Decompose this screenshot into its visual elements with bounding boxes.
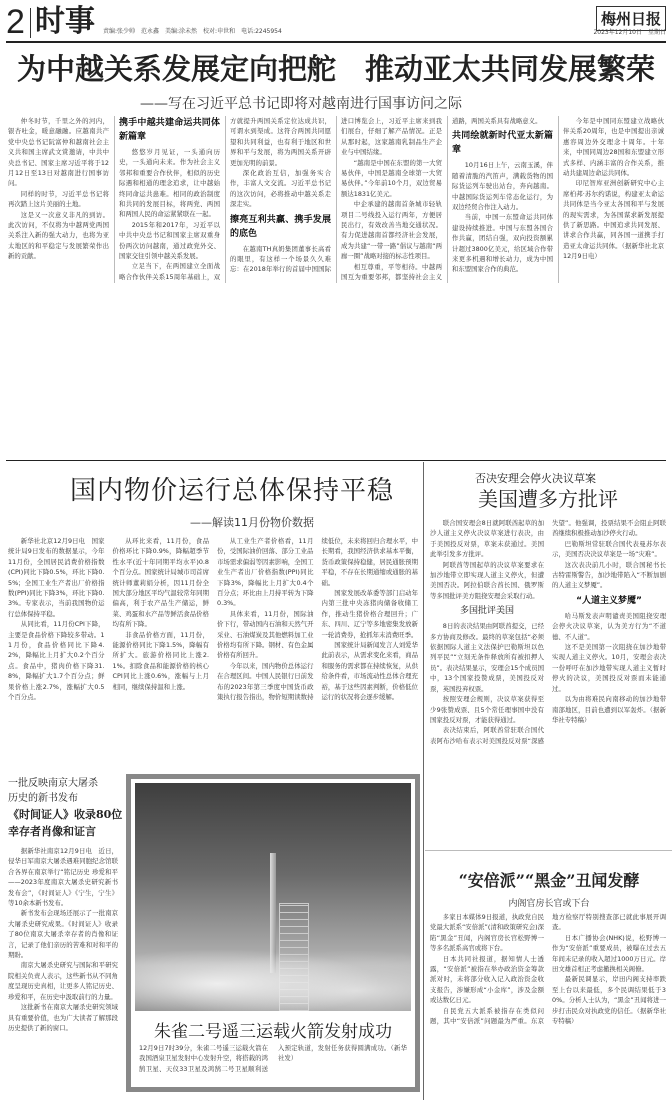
subheading: 擦亮互利共赢、携手发展的底色	[230, 214, 331, 239]
abe-subtitle: 内阁官房长官或下台	[508, 899, 590, 909]
paragraph: 从环比来看，11月份，食品价格环比下降0.9%，降幅超季节性水平(近十年同期平均水平)0.8个百分点。国家统计局城市司首席统计师董莉娟分析，因11月份全国大部分地区平均气温较常年同期偏高，利于农产品生产储运，鲜菜、鸡蛋和水产品等鲜活食品价格均有所下降。	[112, 537, 209, 629]
prices-headline: 国内物价运行总体保持平稳	[70, 476, 395, 506]
prices-body	[8, 536, 418, 703]
section-rule	[425, 850, 672, 851]
abe-headline: “安倍派”“黑金”丑闻发酵	[458, 871, 640, 890]
headline-line: 幸存者肖像和证言	[8, 825, 96, 838]
paragraph: 多家日本媒体9日报道，执政党自民党最大派系“安倍派”(清和政策研究会)深陷“黑金”丑闻，内阁官房长官松野博一等多名派系高官或将下台。	[430, 913, 544, 953]
paragraph: 同样的时节，习近平总书记将再次踏上这片美丽的土地。	[8, 189, 109, 209]
paragraph: 这次表决前几小时，联合国秘书长古特雷斯警告，加沙地带陷入“不断加剧的人道主义梦魇”。	[552, 560, 666, 590]
paragraph: 从工业生产者价格看，11月份，受国际油价回落、部分工业品市场需求偏弱等因素影响，全国工业生产者出厂价格指数(PPI)同比下降3%，降幅比上月扩大0.4个百分点；环比由上月持平转为下降0.3%。	[217, 537, 314, 608]
paragraph: 巴勒斯坦常驻联合国代表曼苏尔表示，美国否决决议草案是一场“灾难”。	[552, 539, 666, 559]
paragraph: 从同比看，11月份CPI下降，主要是食品价格下降较多带动。11月份，食品价格同比下降4.2%，降幅比上月扩大0.2个百分点。食品中，猪肉价格下降31.8%，降幅扩大1.7个百分点；鲜果价格上涨2.7%，涨幅扩大0.5个百分点。	[8, 620, 105, 702]
launch-smoke-image	[135, 943, 411, 1011]
paragraph: 以为由将难民向南移动的加沙地带南部地区，目前也遭到以军轰炸。（据新华社专特稿）	[552, 695, 666, 724]
rocket-photo-box	[126, 774, 420, 1092]
paragraph: 新书发布会现场还展示了一批南京大屠杀史研究成果。《时间证人》收录了80位南京大屠杀幸存者的肖像和证言，记录了他们亲历的苦难和对和平的期盼。	[8, 909, 118, 960]
paragraph: 相互尊重，平等相待。中越两国互为重要邻邦，都坚持社会主义道路，两国关系具有战略意义。	[341, 117, 542, 282]
paragraph: 日本共同社报道，据知情人士透露，“安倍派”被指在举办政治资金筹款派对时，未将部分收入记入政治资金收支报告，涉嫌形成“小金库”，涉及金额或达数亿日元。	[430, 954, 544, 1005]
lead-headline: 为中越关系发展定向把舵 推动亚太共同发展繁荣	[16, 52, 655, 86]
paragraph: 南京大屠杀史研究与国际和平研究院相关负责人表示，这些新书从不同角度呈现历史真相，让更多人铭记历史、珍爱和平，在历史中汲取前行的力量。	[8, 961, 118, 1001]
lead-subtitle: ——写在习近平总书记即将对越南进行国事访问之际	[140, 96, 462, 112]
paragraph: 当前，中国一东盟命运共同体建设持续推进。中国与东盟各国合作共赢，团结自强，双向投资额累计超过3800亿美元，给区域合作带来更多机遇和增长动力，成为中国和东盟国家合作的典范。	[452, 213, 553, 274]
paragraph: 非食品价格方面，11月份，能源价格同比下降1.5%，降幅有所扩大。旅游价格同比上涨2.1%。扣除食品和能源价格的核心CPI同比上涨0.6%，涨幅与上月相同，继续保持温和上涨。	[112, 630, 209, 691]
column-divider	[423, 462, 424, 1100]
header-divider	[30, 8, 31, 38]
subheading: “人道主义梦魇”	[576, 595, 642, 606]
rocket-launch-photo	[135, 783, 411, 1011]
un-headline: 美国遭多方批评	[478, 487, 618, 511]
section-title: 时事	[35, 4, 95, 39]
paragraph: 10月16日上午，云南玉溪，伴随着清脆的汽笛声，满载货物的国际货运列车驶出站台，奔向越南。中越国际货运列车常态化运行，为双边经贸合作注入动力。	[452, 161, 553, 212]
paragraph: 今年是中国同东盟建立战略伙伴关系20周年，也是中国提出亲诚惠容周边外交理念十周年。十年来，中国同周边28国和东盟建立形式多样、内涵丰富的合作关系，推动共建周边命运共同体。	[563, 117, 664, 178]
paragraph: 具体来看，11月份，国际油价下行，带动国内石油和天然气开采业、石油煤炭及其他燃料加工业价格均有所下降。钢材、有色金属价格有所回升。	[217, 609, 314, 660]
section-rule	[6, 460, 666, 461]
paragraph: 8日的表决结果由阿联酋提交，已经多方协商及修改。最终的草案包括“必须依据国际人道主义法保护巴勒斯坦以色列平民”“立刻无条件释放所有被扣押人员”。表决结果显示，安理会15个成员国中，13个国家投赞成票，美国投反对票，英国投弃权票。	[430, 622, 544, 693]
books-body	[8, 846, 118, 1033]
paragraph: 日本广播协会(NHK)说，松野博一作为“安倍派”重要成员，被曝在过去五年间未记录的收入超过1000万日元。岸田文雄首相正考虑撤换相关阁僚。	[552, 933, 666, 974]
paragraph: 国家统计局新闻发言人刘爱华此前表示，从需求变化来看，商品和服务的需求都在持续恢复，从供给条件看，市场流动性总体合理充裕，基于这些因素判断，价格低位运行的状况将会逐步缓解。	[321, 641, 418, 702]
paragraph: 悠悠岁月见证，一头通向历史，一头通向未来。作为社会主义邻邦和重要合作伙伴，相似的历史际遇和相通的理念追求，让中越始终同命运共患难。相同的政治制度和共同的发展目标，将两党、两国和两国人民的命运紧紧联在一起。	[119, 148, 220, 219]
headline-line: 历史的新书发布	[8, 793, 78, 804]
editor-credits: 责编:张少帅 范永鑫 美编:涂未然 校对:申世和 电话:2245954	[103, 28, 282, 35]
paragraph: 这不是美国第一次阻挠在加沙地带实现人道主义停火。10月，安理会表决一份呼吁在加沙地带实现人道主义暂时停火的决议，美国投反对票而未能通过。	[552, 643, 666, 693]
newspaper-logo: 梅州日报	[596, 6, 666, 31]
paragraph: 联合国安理会8日就阿联酋起草的加沙人道主义停火决议草案进行表决，由于美国投反对票，草案未获通过。美国此举引发多方批评。	[430, 519, 544, 559]
paragraph: 在越南TH真奶集团董事长高看的眼里，有这样一个场景久久难忘：在2018年举行的首届中国国际进口博览会上，习近平主席来到我们展台，仔细了解产品情况。正是从那时起，这家越南乳制品生产企业与中国结缘。	[230, 117, 442, 274]
paragraph: 表决结束后，阿联酋常驻联合国代表阿布沙哈布表示对美国投反对票“深感失望”。他强调，投票结果不会阻止阿联酋继续积极推动加沙停火行动。	[430, 519, 666, 745]
paragraph: 中企承建的越南首条城市轻轨项目二号线投入运行两年，方便居民出行，有效改善当地交通状况。有力促进越南首都经济社会发展，成为共建“一带一路”倡议与越南“两廊一圈”战略对接的标志性项目。	[341, 200, 442, 261]
paragraph: 深化政治互信，加强务实合作，丰富人文交流。习近平总书记的这次访问，必将推动中越关系走深走实。	[230, 169, 331, 209]
paragraph: 国家发展改革委等部门启动年内第三批中央冻猪肉储备收储工作，推动生猪价格合理回升；广东、四川、辽宁等多地密集发放新一轮消费券，抢抓年末消费旺季。	[321, 589, 418, 639]
abe-body	[430, 912, 666, 1026]
subheading: 多国批评美国	[459, 606, 514, 617]
un-kicker: 否决安理会停火决议草案	[475, 472, 596, 485]
subheading: 共同绘就新时代亚太新篇章	[452, 131, 553, 156]
photo-caption-text: 12月9日7时39分，朱雀二号遥三运载火箭在我国酒泉卫星发射中心发射升空，将搭载的鸿鹄卫星、天仪33卫星及鸿鹄二号卫星顺利送入预定轨道，发射任务获得圆满成功。（新华社发）	[139, 1044, 407, 1073]
paragraph: 这批新书在南京大屠杀史研究领域具有重要价值，也为广大读者了解那段历史提供了新的窗口。	[8, 1003, 118, 1032]
header-rule	[6, 41, 666, 43]
paragraph: 据新华社南京12月9日电 近日，侵华日军南京大屠杀遇难同胞纪念馆联合各界在南京举行“铭记历史 珍爱和平——2023年度南京大屠杀史研究新书发布会”，《时间证人》《宁生，宁生》等10余本新书发布。	[8, 847, 118, 908]
paragraph: 立足当下，在两国建立全面战略合作伙伴关系15周年基础上，双方就提升两国关系定位达成共识，可谓水到渠成。这符合两国共同愿望和共同利益，也有利于地区和世界和平与发展，将为两国关系开辟更加光明的前景。	[119, 117, 331, 281]
paragraph: 这是又一次意义非凡的到访。此次访问，不仅将为中越两党两国关系注入新的强大动力，也将为亚太地区的和平稳定与发展繁荣作出新的贡献。	[8, 210, 109, 261]
paragraph: 自民党五大派系被指存在类似问题，其中“安倍派”问题最为严重。东京地方检察厅特别搜查部已就此事展开调查。	[430, 913, 666, 1026]
paragraph: 今年以来，国内物价总体运行在合理区间。中国人民银行日前发布的2023年第三季度中国货币政策执行报告指出，物价短期读数持续低位，未来将回归合理水平，中长期看，我国经济供求基本平衡，货币政策保持稳健，居民通胀预期平稳，不存在长期通缩或通胀的基础。	[217, 537, 418, 702]
paragraph: 印尼智库亚洲创新研究中心主席柏邦·苏尔约诺说，构建亚太命运共同体是当今亚太各国和平与发展的现实需求，为各国谋求新发展提供了新思路。中国追求共同发展、讲求合作共赢，同各国一道携手打造亚太命运共同体。（据新华社北京12月9日电）	[563, 179, 664, 261]
books-headline	[8, 776, 123, 840]
paragraph: 阿联酋等国起草的决议草案要求在加沙地带立即实现人道主义停火，但遭美国否决。阿拉伯联合酋长国、俄罗斯等多国批评美方阻挠安理会采取行动。	[430, 560, 544, 600]
subheading: 携手中越共建命运共同体新篇章	[119, 118, 220, 142]
un-body	[430, 518, 666, 746]
lead-body	[8, 116, 664, 283]
paragraph: 新华社北京12月9日电 国家统计局9日发布的数据显示，今年11月份，全国居民消费价格指数(CPI)同比下降0.5%，环比下降0.5%；全国工业生产者出厂价格指数(PPI)同比下降3%，环比下降0.3%。专家表示，当前我国物价运行总体保持平稳。	[8, 537, 105, 618]
headline-line: 一批反映南京大屠杀	[8, 778, 98, 789]
page-number: 2	[6, 3, 25, 41]
paragraph: 哈马斯发表声明谴责美国阻挠安理会停火决议草案，认为美方行为“不道德、不人道”。	[552, 611, 666, 641]
photo-caption-title: 朱雀二号遥三运载火箭发射成功	[154, 1022, 392, 1042]
paragraph: 按照安理会规则，决议草案获得至少9张赞成票、且5个常任理事国中没有国家投反对票，才能获得通过。	[430, 695, 544, 724]
paragraph: “越南是中国在东盟的第一大贸易伙伴，中国是越南全球第一大贸易伙伴。”今年前10个月，双边贸易额达1831亿美元。	[341, 158, 442, 198]
paragraph: 最新民调显示，岸田内阁支持率跌至上台以来最低，多个民调结果低于30%。分析人士认为，“黑金”丑闻将进一步打击民众对执政党的信任。（据新华社专特稿）	[552, 975, 666, 1026]
paragraph: 仲冬时节，千里之外的河内，银杏吐金，暖意融融。应越南共产党中央总书记阮富仲和越南社会主义共和国主席武文赏邀请，中共中央总书记、国家主席习近平将于12月12日至13日对越南进行国事访问。	[8, 117, 109, 188]
paragraph: 2015年和2017年，习近平以中共中央总书记和国家主席双重身份两次访问越南，通过政党外交、国家交往引领中越关系发展。	[119, 220, 220, 261]
headline-line: 《时间证人》收录80位	[8, 808, 123, 821]
prices-subtitle: ——解读11月份物价数据	[190, 516, 314, 529]
issue-date: 2023年12月10日 星期日	[593, 29, 666, 36]
